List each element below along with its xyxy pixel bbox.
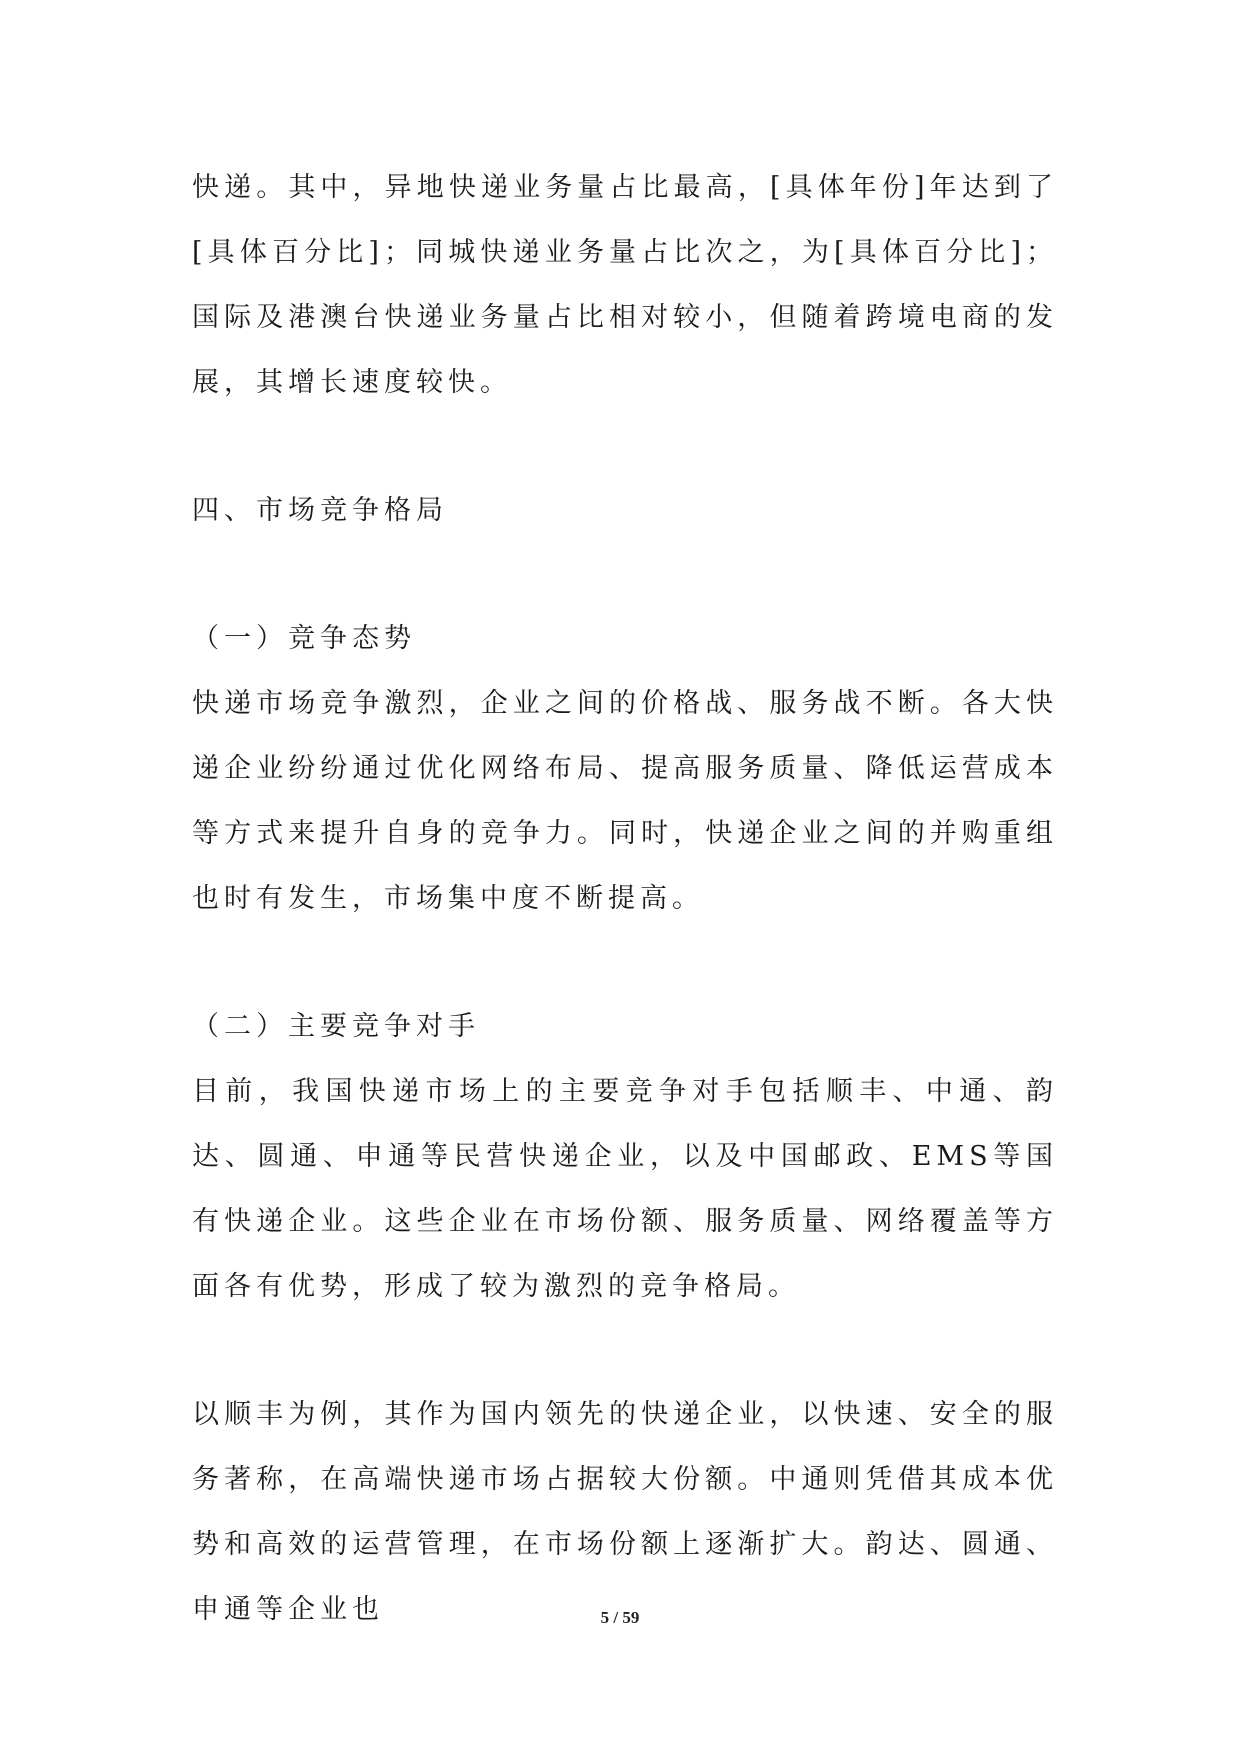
page-content — [192, 155, 1058, 1642]
paragraph-delivery-share: 快递。其中，异地快递业务量占比最高，[具体年份]年达到了[具体百分比]；同城快递业务量占比次之，为[具体百分比]；国际及港澳台快递业务量占比相对较小，但随着跨境电商的发展，其增长速度较快。 — [192, 172, 1058, 398]
paragraph-main-competitors: 目前，我国快递市场上的主要竞争对手包括顺丰、中通、韵达、圆通、申通等民营快递企业，以及中国邮政、EMS等国有快递企业。这些企业在市场份额、服务质量、网络覆盖等方面各有优势，形成了较为激烈的竞争格局。 — [192, 1076, 1058, 1302]
spacer — [192, 1319, 1058, 1382]
paragraph-sf-example: 以顺丰为例，其作为国内领先的快递企业，以快速、安全的服务著称，在高端快递市场占据较大份额。中通则凭借其成本优势和高效的运营管理，在市场份额上逐渐扩大。韵达、圆通、申通等企业也 — [192, 1399, 1058, 1625]
subsection-heading-main-competitors: （二）主要竞争对手 — [192, 1011, 480, 1042]
subsection-heading-competition-status: （一）竞争态势 — [192, 623, 416, 654]
spacer — [192, 415, 1058, 478]
page-number: 5 / 59 — [600, 1608, 640, 1627]
section-heading-market-competition: 四、市场竞争格局 — [192, 495, 448, 526]
spacer — [192, 543, 1058, 606]
spacer — [192, 931, 1058, 994]
paragraph-competition-status: 快递市场竞争激烈，企业之间的价格战、服务战不断。各大快递企业纷纷通过优化网络布局、提高服务质量、降低运营成本等方式来提升自身的竞争力。同时，快递企业之间的并购重组也时有发生，市场集中度不断提高。 — [192, 688, 1058, 914]
